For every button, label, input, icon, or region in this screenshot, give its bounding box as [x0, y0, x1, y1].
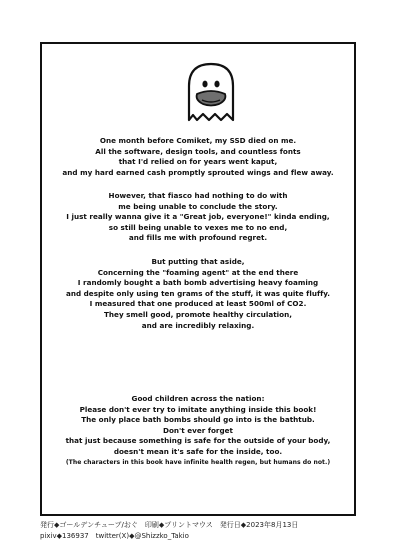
story-line: and despite only using ten grams of the stuff, it was quite fluffy.: [65, 288, 331, 298]
disclaimer-note: (The characters in this book have infinite health regen, but humans do not.): [65, 458, 331, 466]
story-line: I randomly bought a bath bomb advertising heavy foaming: [77, 278, 319, 288]
story-line: and fills me with profound regret.: [128, 233, 268, 243]
story-block-bath-bomb: [48, 257, 348, 331]
story-line: and my hard earned cash promptly sprouted wings and flew away.: [62, 167, 334, 177]
story-line: All the software, design tools, and countless fonts: [95, 146, 301, 156]
story-line: that I'd relied on for years went kaput,: [118, 157, 278, 167]
story-line: Please don't ever try to imitate anything inside this book!: [79, 404, 317, 414]
story-block-ssd: [48, 136, 348, 178]
story-line: Good children across the nation:: [131, 394, 265, 403]
story-line: that just because something is safe for the outside of your body,: [65, 436, 331, 446]
story-line: me being unable to conclude the story.: [118, 201, 278, 211]
story-block-ending: [48, 191, 348, 244]
story-line: However, that fiasco had nothing to do with: [108, 191, 288, 200]
story-line: I measured that one produced at least 500ml of CO2.: [89, 299, 307, 309]
story-line: Don't ever forget: [162, 425, 234, 435]
story-line: so still being unable to vexes me to no end,: [108, 222, 288, 232]
colophon-publisher-line: 発行◆ゴールデンチューブ/おぐ 印刷◆プリントマウス 発行日◆2023年8月13日: [40, 521, 299, 529]
story-line: One month before Comiket, my SSD died on me.: [99, 136, 297, 145]
ghost-bird-mascot-icon: [183, 60, 239, 126]
afterword-page: [40, 42, 356, 516]
story-line: I just really wanna give it a "Great job, everyone!" kinda ending,: [66, 212, 330, 222]
story-block-warning: [48, 394, 348, 468]
story-line: doesn't mean it's safe for the inside, too.: [113, 446, 283, 456]
story-line: Concerning the "foaming agent" at the end there: [97, 267, 299, 277]
story-line: They smell good, promote healthy circulation,: [103, 309, 292, 319]
colophon: [40, 520, 360, 542]
story-line: and are incredibly relaxing.: [141, 320, 255, 330]
story-line: But putting that aside,: [151, 257, 245, 266]
colophon-social-line: pixiv◆136937 twitter(X)◆@Shizzko_Takio: [40, 532, 189, 540]
story-line: The only place bath bombs should go into is the bathtub.: [81, 415, 315, 425]
